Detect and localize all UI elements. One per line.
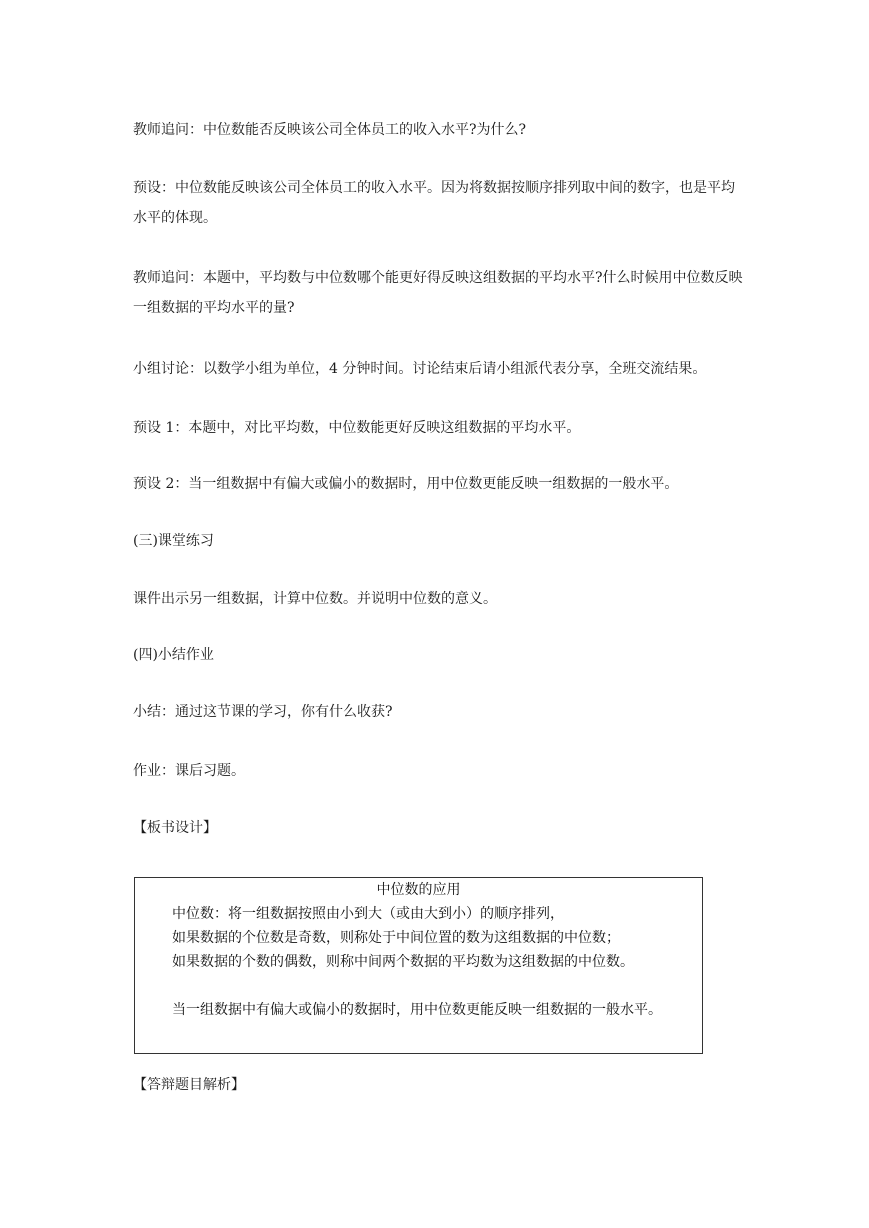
board-line-even: 如果数据的个数的偶数，则称中间两个数据的平均数为这组数据的中位数。 — [172, 954, 634, 970]
board-line-usage: 当一组数据中有偏大或偏小的数据时，用中位数更能反映一组数据的一般水平。 — [172, 1002, 662, 1018]
preset-1: 预设 1：本题中，对比平均数，中位数能更好反映这组数据的平均水平。 — [133, 420, 581, 436]
summary-text: 小结：通过这节课的学习，你有什么收获? — [133, 704, 393, 720]
section-heading-practice: (三)课堂练习 — [133, 533, 214, 549]
practice-text: 课件出示另一组数据，计算中位数。并说明中位数的意义。 — [133, 591, 497, 607]
blackboard-design-box — [134, 877, 703, 1054]
group-discussion: 小组讨论：以数学小组为单位，4 分钟时间。讨论结束后请小组派代表分享，全班交流结果。 — [133, 361, 707, 377]
board-design-heading: 【板书设计】 — [133, 820, 217, 836]
section-heading-summary: (四)小结作业 — [133, 647, 214, 663]
preset-2: 预设 2：当一组数据中有偏大或偏小的数据时，用中位数更能反映一组数据的一般水平。 — [133, 476, 679, 492]
defense-question-heading: 【答辩题目解析】 — [133, 1077, 245, 1093]
board-title: 中位数的应用 — [376, 882, 461, 898]
board-line-definition: 中位数：将一组数据按照由小到大（或由大到小）的顺序排列， — [172, 906, 564, 922]
teacher-question-2: 教师追问：本题中，平均数与中位数哪个能更好得反映这组数据的平均水平?什么时候用中位数反映一组数据的平均水平的量? — [133, 270, 743, 316]
homework-text: 作业：课后习题。 — [133, 763, 245, 779]
preset-answer-1: 预设：中位数能反映该公司全体员工的收入水平。因为将数据按顺序排列取中间的数字，也是平均水平的体现。 — [133, 180, 735, 226]
teacher-question-1: 教师追问：中位数能否反映该公司全体员工的收入水平?为什么? — [133, 122, 527, 138]
board-line-odd: 如果数据的个位数是奇数，则称处于中间位置的数为这组数据的中位数； — [172, 930, 620, 946]
